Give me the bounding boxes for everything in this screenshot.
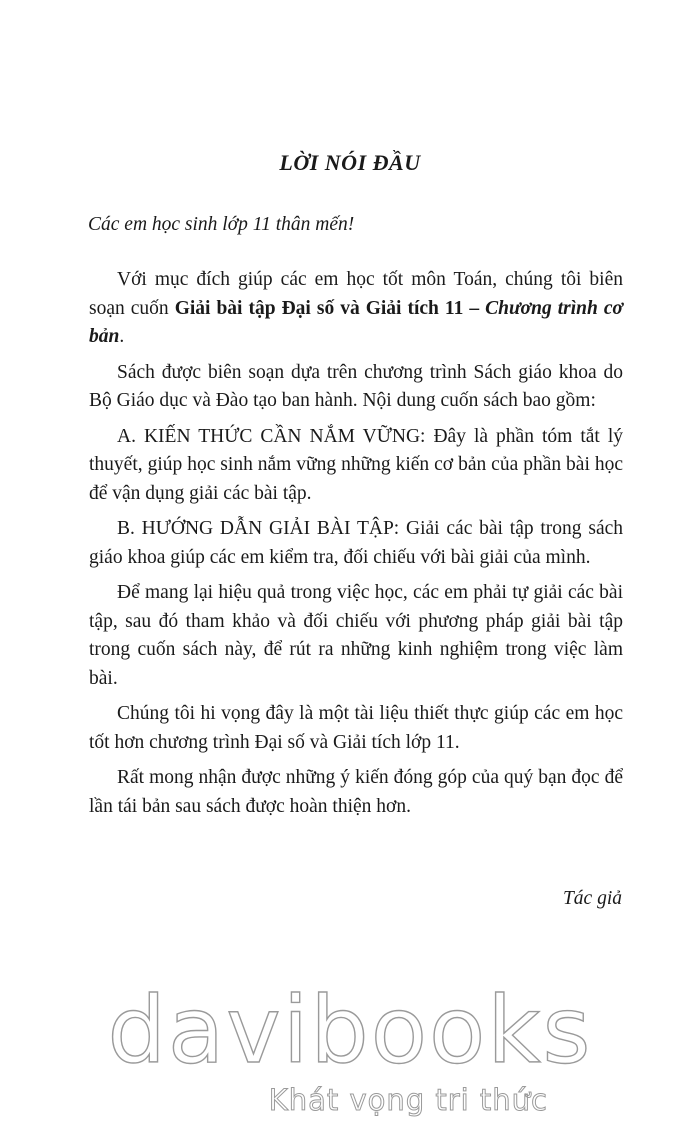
book-title-program: Chương trình cơ bản bbox=[89, 297, 623, 347]
page-title: LỜI NÓI ĐẦU bbox=[279, 150, 421, 175]
paragraph-advice: Để mang lại hiệu quả trong việc học, các em phải tự giải các bài tập, sau đó tham khảo và đối chiếu với phương pháp giải bài tập trong cuốn sách này, để rút ra những kinh nghiệm trong việc làm bài. bbox=[89, 582, 623, 689]
paragraph-intro bbox=[89, 266, 623, 352]
paragraph-section-a: A. KIẾN THỨC CẦN NẮM VỮNG: Đây là phần tóm tắt lý thuyết, giúp học sinh nắm vững những kiến cơ bản của phần bài học để vận dụng giải các bài tập. bbox=[89, 425, 623, 504]
paragraph-hope: Chúng tôi hi vọng đây là một tài liệu thiết thực giúp các em học tốt hơn chương trình Đại số và Giải tích lớp 11. bbox=[89, 703, 623, 753]
intro-text: Với mục đích giúp các em học tốt môn Toán, chúng tôi biên soạn cuốn bbox=[89, 269, 623, 319]
preface-body bbox=[89, 266, 623, 828]
paragraph-feedback: Rất mong nhận được những ý kiến đóng góp của quý bạn đọc để lần tái bản sau sách được hoàn thiện hơn. bbox=[89, 767, 623, 817]
paragraph-content: Sách được biên soạn dựa trên chương trình Sách giáo khoa do Bộ Giáo dục và Đào tạo ban hành. Nội dung cuốn sách bao gồm: bbox=[89, 361, 623, 411]
book-title-bold: Giải bài tập Đại số và Giải tích 11 – bbox=[174, 297, 486, 319]
intro-end: . bbox=[119, 326, 125, 347]
watermark-logo: davibooks bbox=[107, 977, 593, 1084]
author-signature: Tác giả bbox=[562, 888, 622, 909]
greeting: Các em học sinh lớp 11 thân mến! bbox=[88, 214, 355, 235]
paragraph-section-b: B. HƯỚNG DẪN GIẢI BÀI TẬP: Giải các bài tập trong sách giáo khoa giúp các em kiểm tra, đối chiếu với bài giải của mình. bbox=[89, 518, 623, 568]
watermark-slogan: Khát vọng tri thức bbox=[268, 1083, 548, 1117]
